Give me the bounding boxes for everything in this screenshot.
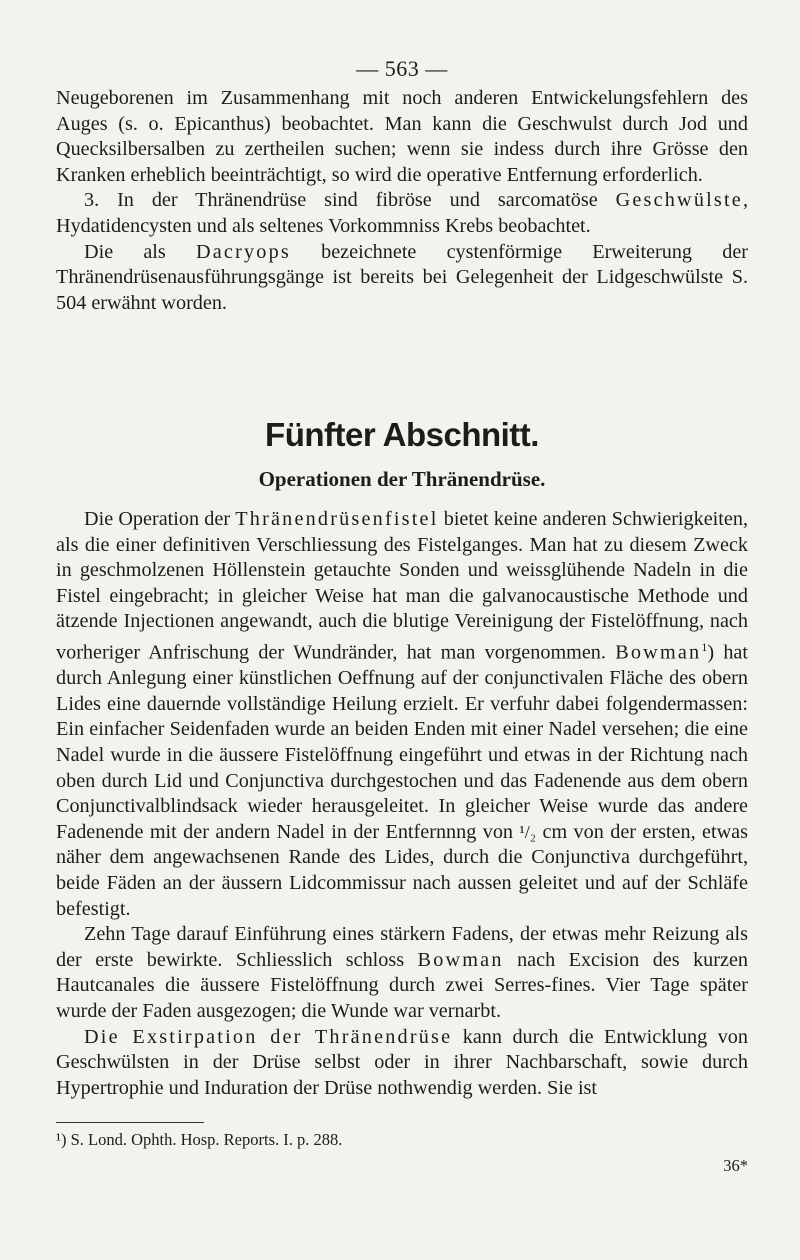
fraction: ¹/₂	[519, 821, 537, 842]
section-subtitle: Operationen der Thränendrüse.	[258, 467, 546, 491]
paragraph-3	[56, 240, 748, 317]
emphasis-spaced: Bowman	[615, 641, 702, 664]
footnote-reference: 1	[701, 639, 708, 654]
page	[56, 0, 748, 1260]
emphasis-spaced: Die Exstirpation der Thränendrüse	[84, 1025, 453, 1048]
paragraph-6	[56, 1025, 748, 1102]
text-run: Zehn Tage darauf Einführung eines stärkern Fadens, der etwas mehr Reizung als der erste bewirkte. Schliesslich schloss	[56, 923, 748, 971]
text-run: nach Excision des kurzen Hautcanales die äussere Fistelöffnung durch zwei Serres-fines. Vier Tage später wurde der Faden ausgezogen; die Wunde war vernarbt.	[56, 948, 748, 1023]
text-block-main	[56, 507, 748, 1101]
text-run: ) hat durch Anlegung einer künstlichen Oeffnung auf der conjunctivalen Fläche des obern Lides eine dauernde vollständige Heilung erzielt. Er verfuhr dabei folgendermassen: Ein einfacher Seidenfaden wurde an beiden Enden mit einer Nadel versehen; die eine Nadel wurde in die äussere Fistelöffnung eingeführt und etwas in der Richtung nach oben durch Lid und Conjunctiva durchgestochen und das Fadenende aus dem obern Conjunctivalblindsack wieder herausgeleitet. In gleicher Weise wurde das andere Fadenende mit der andern Nadel in der Entfernnng von	[56, 641, 748, 843]
text-run: , Hydatidencysten und als seltenes Vorkommniss Krebs beobachtet.	[56, 189, 748, 237]
footnote-text: S. Lond. Ophth. Hosp. Reports. I. p. 288.	[70, 1130, 343, 1149]
text-run: cm von der ersten, etwas näher dem angewachsenen Rande des Lides, durch die Conjunctiva durchgeführt, beide Fäden an der äussern Lidcommissur nach aussen geleitet und auf der Schläfe befestigt.	[56, 820, 749, 920]
paragraph-1: Neugeborenen im Zusammenhang mit noch anderen Entwickelungsfehlern des Auges (s. o. Epicanthus) beobachtet. Man kann die Geschwulst durch Jod und Quecksilbersalben zu zertheilen suchen; wenn sie indess durch ihre Grösse den Kranken erheblich beeinträchtigt, so wird die operative Entfernung erforderlich.	[56, 87, 748, 186]
text-run: bietet keine anderen Schwierigkeiten, als die einer definitiven Verschliessung des Fistelganges. Man hat zu diesem Zweck in geschmolzenen Höllenstein getauchte Sonden und weissglühende Nadeln in die Fistel eingebracht; in gleicher Weise hat man die galvanocaustische Methode und ätzende Injectionen angewandt, auch die blutige Vereinigung der Fistelöffnung, nach vorheriger Anfrischung der Wundränder, hat man vorgenommen.	[56, 508, 748, 664]
signature-mark: 36*	[723, 1156, 748, 1175]
emphasis-spaced: Thränendrüsenfistel	[235, 508, 439, 530]
footnote-mark: ¹)	[56, 1130, 67, 1149]
emphasis-spaced: Geschwülste	[615, 189, 743, 212]
text-block-top	[56, 86, 748, 316]
text-run: kann durch die Entwicklung von Geschwülsten in der Drüse selbst oder in ihrer Nachbarschaft, sowie durch Hypertrophie und Induration der Drüse nothwendig werden. Sie ist	[56, 1025, 748, 1099]
emphasis-spaced: Bowman	[417, 948, 504, 971]
paragraph-2	[56, 188, 748, 239]
emphasis-spaced: Dacryops	[195, 240, 291, 263]
text-run: 3. In der Thränendrüse sind fibröse und sarcomatöse	[84, 189, 616, 212]
page-number-header: — 563 —	[356, 56, 448, 81]
footnote-divider	[56, 1122, 204, 1123]
footnote	[56, 1130, 748, 1150]
text-run: Die als	[84, 240, 196, 263]
section-title: Fünfter Abschnitt.	[265, 416, 539, 453]
text-run: bezeichnete cystenförmige Erweiterung der Thränendrüsenausführungsgänge ist bereits bei Gelegenheit der Lidgeschwülste S. 504 erwähnt worden.	[56, 240, 748, 314]
text-run: Die Operation der	[84, 508, 236, 530]
paragraph-5	[56, 922, 748, 1024]
paragraph-4	[56, 507, 748, 922]
